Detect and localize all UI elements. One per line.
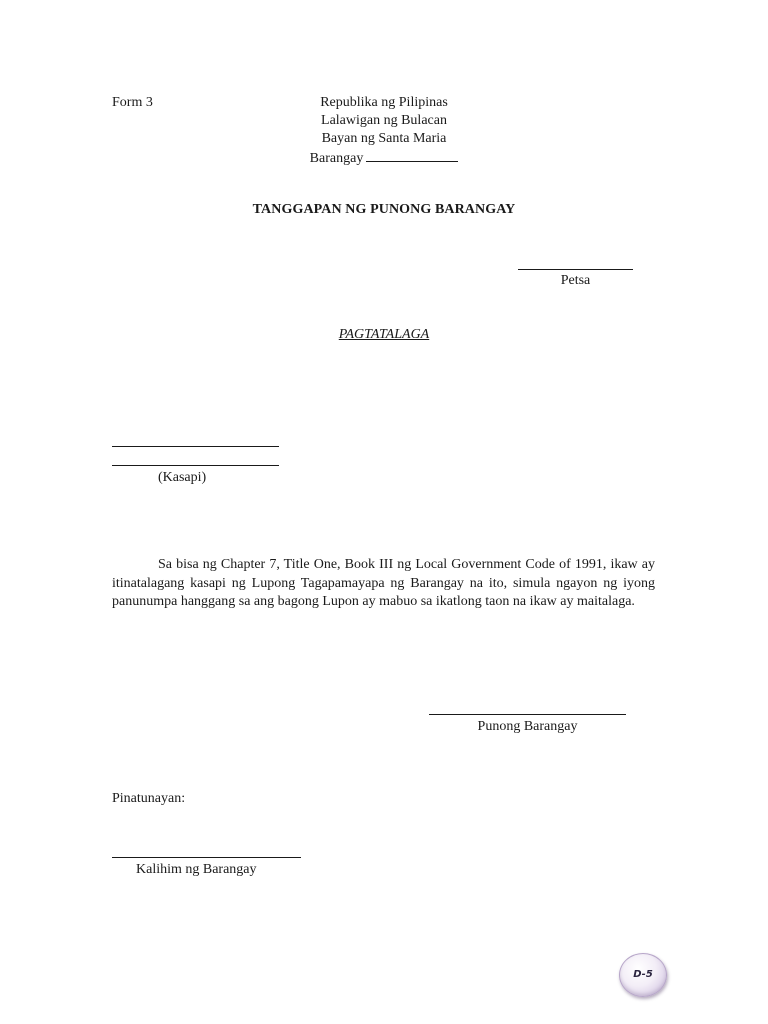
punong-barangay-label: Punong Barangay [477, 719, 578, 734]
office-title: TANGGAPAN NG PUNONG BARANGAY [252, 202, 516, 217]
recipient-name-line[interactable] [112, 446, 279, 447]
appointment-paragraph: Sa bisa ng Chapter 7, Title One, Book III ng Local Government Code of 1991, ikaw ay itinatalagang kasapi ng Lupong Tagapamayapa ng Barangay na ito, simula ngayon ng iyong panunumpa hanggang sa ang bagong Lupon ay mabuo sa ikatlong taon na ikaw ay maitalaga. [112, 557, 655, 609]
barangay-label: Barangay [309, 151, 364, 166]
recipient-address-line[interactable] [112, 465, 279, 466]
punong-signature-line[interactable] [429, 714, 626, 715]
date-blank-line[interactable] [518, 269, 633, 270]
page-number-badge [619, 953, 667, 997]
date-label: Petsa [560, 273, 591, 288]
document-title: PAGTATALAGA [338, 327, 430, 342]
barangay-blank-field[interactable] [366, 148, 458, 162]
recipient-label: (Kasapi) [158, 470, 207, 485]
republic-line: Republika ng Pilipinas [320, 95, 448, 110]
municipality-line: Bayan ng Santa Maria [321, 131, 447, 146]
attestation-label: Pinatunayan: [112, 791, 186, 806]
letterhead [284, 94, 484, 168]
province-line: Lalawigan ng Bulacan [321, 113, 447, 128]
page-number-text: D-5 [633, 969, 653, 980]
barangay-line [284, 148, 484, 168]
secretary-signature-line[interactable] [112, 857, 301, 858]
form-number: Form 3 [112, 95, 153, 110]
secretary-label: Kalihim ng Barangay [136, 862, 257, 877]
